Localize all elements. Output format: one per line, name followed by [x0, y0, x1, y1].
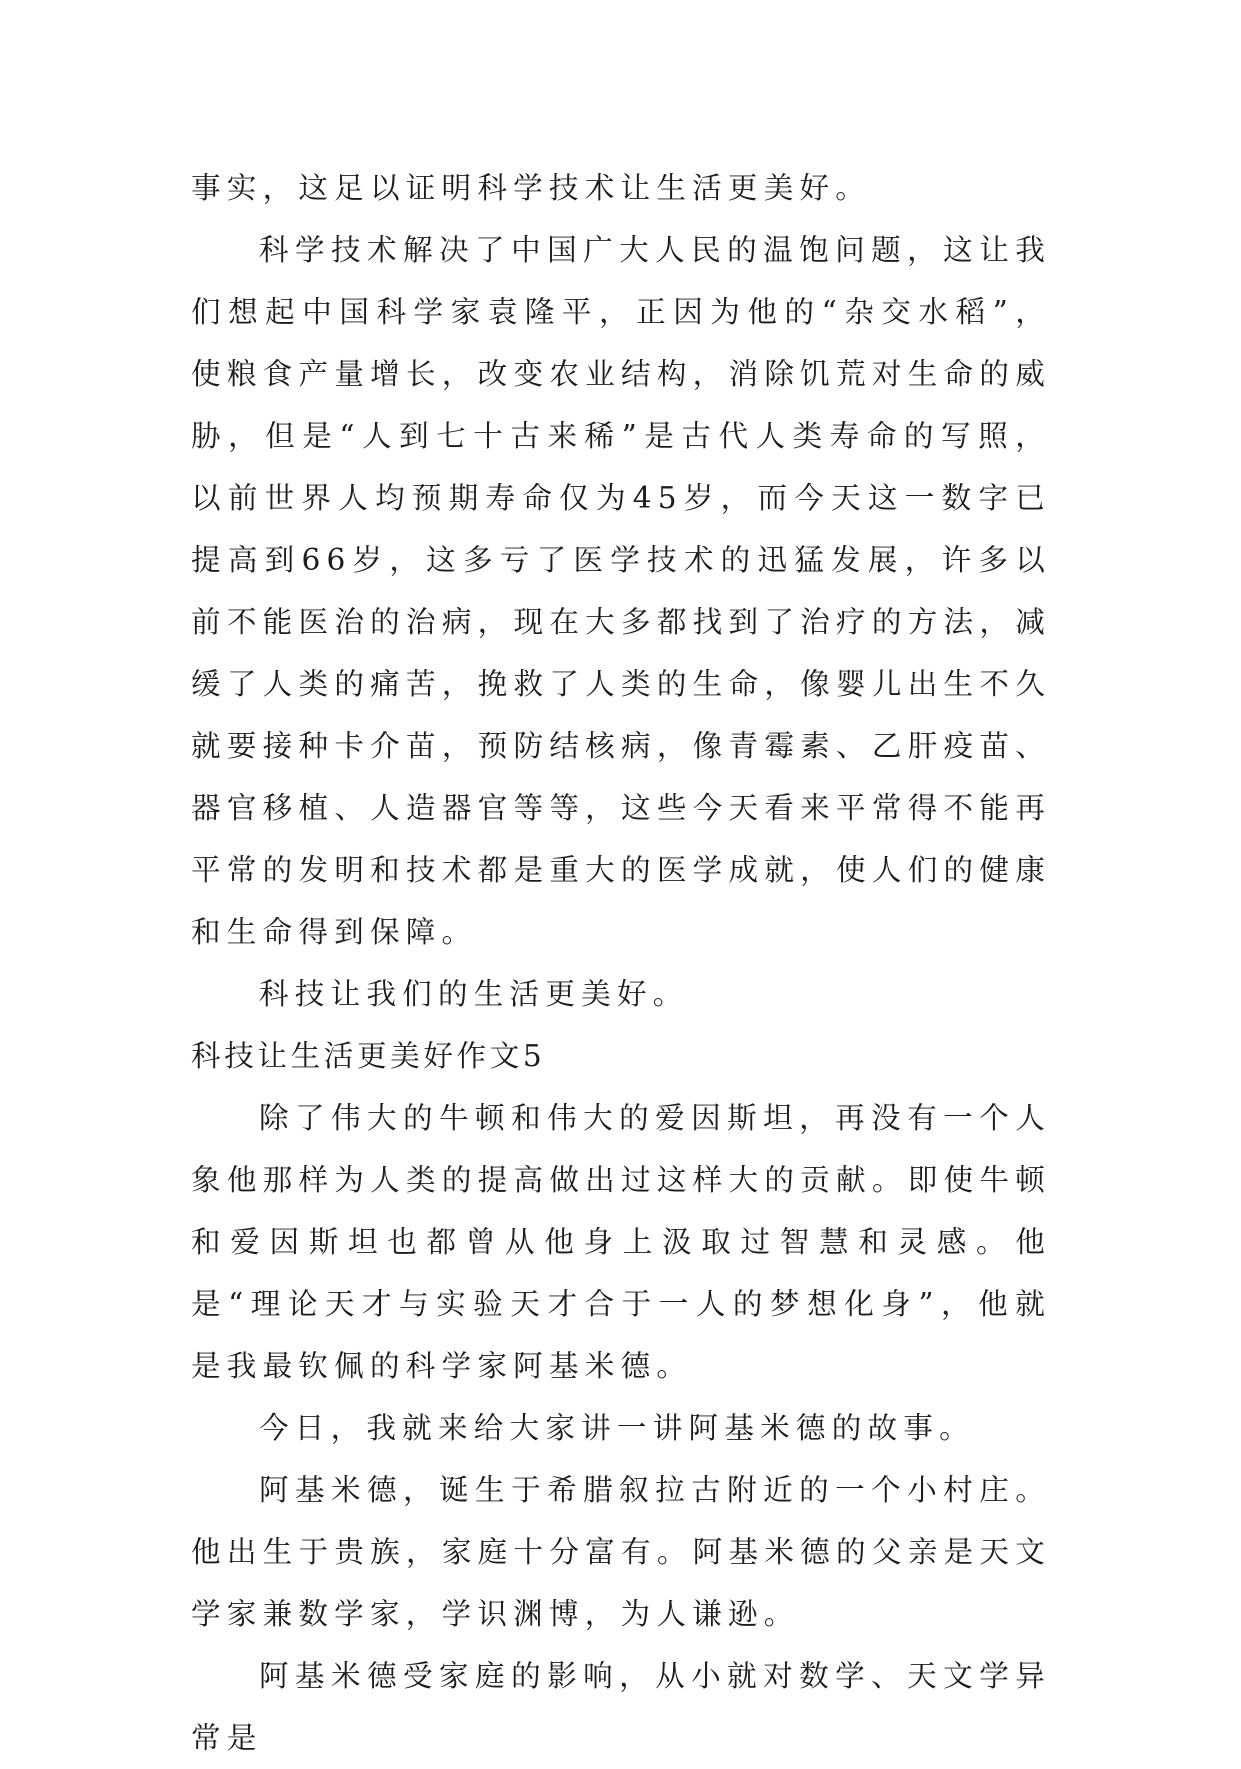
paragraph-5: 今日，我就来给大家讲一讲阿基米德的故事。	[259, 1411, 975, 1445]
paragraph-4: 除了伟大的牛顿和伟大的爱因斯坦，再没有一个人象他那样为人类的提高做出过这样大的贡献。即使牛顿和爱因斯坦也都曾从他身上汲取过智慧和灵感。他是“理论天才与实验天才合于一人的梦想化身”，他就是我最钦佩的科学家阿基米德。	[191, 1101, 1051, 1383]
paragraph-2: 科学技术解决了中国广大人民的温饱问题，这让我们想起中国科学家袁隆平，正因为他的“杂交水稻”，使粮食产量增长，改变农业结构，消除饥荒对生命的威胁，但是“人到七十古来稀”是古代人类寿命的写照，以前世界人均预期寿命仅为45岁，而今天这一数字已提高到66岁，这多亏了医学技术的迅猛发展，许多以前不能医治的治病，现在大多都找到了治疗的方法，减缓了人类的痛苦，挽救了人类的生命，像婴儿出生不久就要接种卡介苗，预防结核病，像青霉素、乙肝疫苗、器官移植、人造器官等等，这些今天看来平常得不能再平常的发明和技术都是重大的医学成就，使人们的健康和生命得到保障。	[191, 233, 1051, 949]
section-heading: 科技让生活更美好作文5	[191, 1039, 546, 1073]
paragraph-3: 科技让我们的生活更美好。	[259, 977, 689, 1011]
document-body	[191, 157, 1051, 1769]
paragraph-7: 阿基米德受家庭的影响，从小就对数学、天文学异常是	[191, 1659, 1051, 1755]
paragraph-6: 阿基米德，诞生于希腊叙拉古附近的一个小村庄。他出生于贵族，家庭十分富有。阿基米德的父亲是天文学家兼数学家，学识渊博，为人谦逊。	[191, 1473, 1051, 1631]
paragraph-1: 事实，这足以证明科学技术让生活更美好。	[191, 171, 872, 205]
